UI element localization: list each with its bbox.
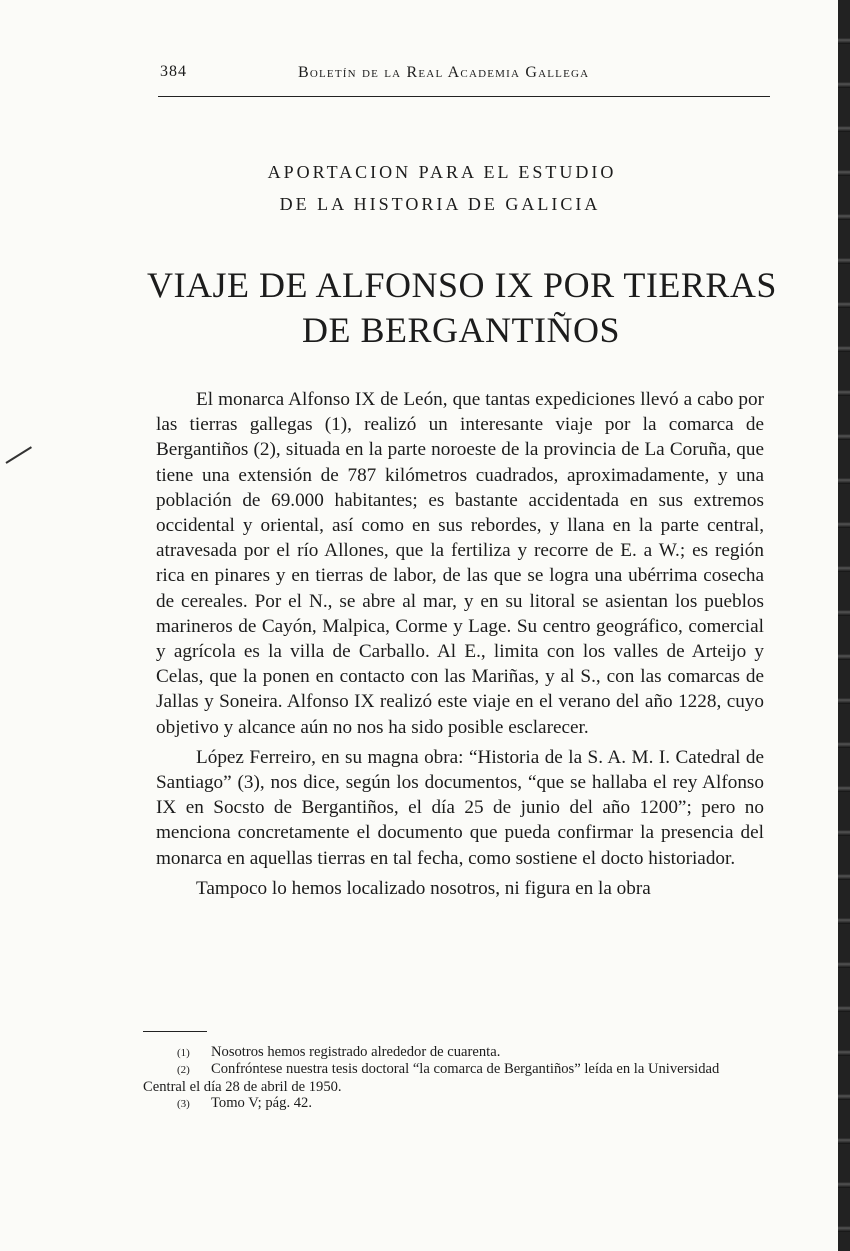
article-title-line-1: VIAJE DE ALFONSO IX POR TIERRAS xyxy=(147,265,777,305)
footnote xyxy=(143,1044,763,1061)
footnote-number: (2) xyxy=(177,1064,190,1077)
footnote-text: Confróntese nuestra tesis doctoral “la comarca de Bergantiños” leída en la Universidad Central el día 28 de abril de 1950. xyxy=(143,1061,720,1095)
footnote-text: Tomo V; pág. 42. xyxy=(211,1095,312,1112)
series-title-line-1: APORTACION PARA EL ESTUDIO xyxy=(267,162,617,182)
page-number: 384 xyxy=(160,63,187,80)
article-body xyxy=(156,387,764,906)
scan-edge-shadow xyxy=(838,0,850,1251)
running-title: Boletín de la Real Academia Gallega xyxy=(298,64,590,81)
footnote-number: (3) xyxy=(177,1098,190,1111)
footnote-number: (1) xyxy=(177,1047,190,1059)
footnote-rule xyxy=(143,1031,207,1032)
running-header xyxy=(158,60,770,88)
header-rule xyxy=(158,96,770,97)
series-title-line-2: DE LA HISTORIA DE GALICIA xyxy=(279,194,601,214)
margin-pencil-mark xyxy=(5,446,32,464)
footnote-text: Nosotros hemos registrado alrededor de cuarenta. xyxy=(211,1044,501,1060)
footnote xyxy=(143,1061,763,1095)
body-paragraph: El monarca Alfonso IX de León, que tantas expediciones llevó a cabo por las tierras gallegas (1), realizó un interesante viaje por la comarca de Bergantiños (2), situada en la parte noroeste de la provincia de La Coruña, que tiene una extensión de 787 kilómetros cuadrados, aproximadamente, y una población de 69.000 habitantes; es bastante accidentada en sus extremos occidental y oriental, así como en sus rebordes, y llana en la parte central, atravesada por el río Allones, que la fertiliza y recorre de E. a W.; es región rica en pinares y en tierras de labor, de las que se logra una ubérrima cosecha de cereales. Por el N., se abre al mar, y en su litoral se asientan los pueblos marineros de Cayón, Malpica, Corme y Lage. Su centro geográfico, comercial y agrícola es la villa de Carballo. Al E., limita con los valles de Arteijo y Celas, que la ponen en contacto con las Mariñas, y al S., con las comarcas de Jallas y Soneira. Alfonso IX realizó este viaje en el verano del año 1228, cuyo objetivo y alcance aún no nos ha sido posible esclarecer. xyxy=(156,389,764,738)
footnote xyxy=(143,1095,763,1112)
article-title-line-2: DE BERGANTIÑOS xyxy=(302,310,620,350)
body-paragraph: Tampoco lo hemos localizado nosotros, ni figura en la obra xyxy=(196,877,651,899)
footnotes xyxy=(143,1044,763,1113)
body-paragraph: López Ferreiro, en su magna obra: “Historia de la S. A. M. I. Catedral de Santiago” (3), nos dice, según los documentos, “que se hallaba el rey Alfonso IX en Socsto de Bergantiños, el día 25 de junio del año 1200”; pero no menciona concretamente el documento que pueda confirmar la presencia del monarca en aquellas tierras en tal fecha, como sostiene el docto historiador. xyxy=(156,746,764,869)
